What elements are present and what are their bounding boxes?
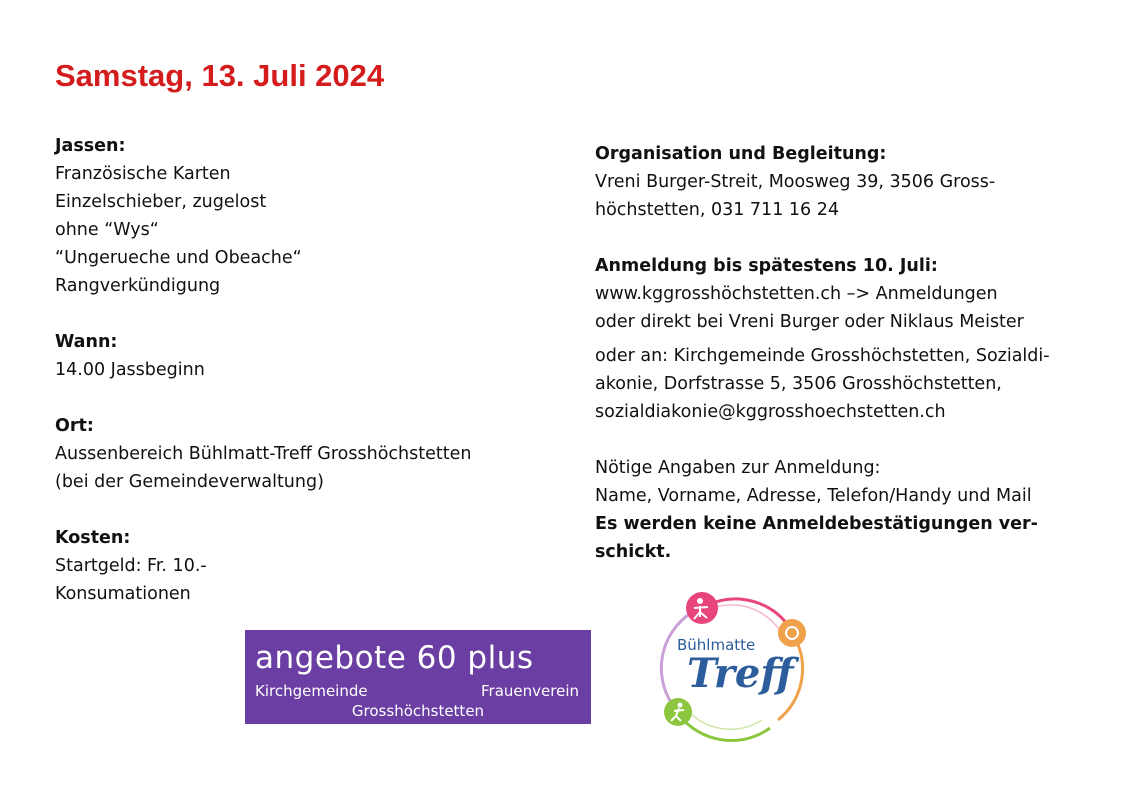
angebote-logo-main: angebote 60 plus xyxy=(255,640,534,676)
jassen-line: Französische Karten xyxy=(55,164,231,184)
anmeldung-address-line: akonie, Dorfstrasse 5, 3506 Grosshöchstetten, xyxy=(595,374,1002,394)
section-wann xyxy=(55,328,535,384)
wann-heading: Wann: xyxy=(55,332,118,352)
jassen-line: Rangverkündigung xyxy=(55,276,221,296)
buehlmatte-treff-logo xyxy=(650,588,815,748)
kosten-line: Startgeld: Fr. 10.- xyxy=(55,556,207,576)
section-jassen xyxy=(55,132,535,300)
jassen-heading: Jassen: xyxy=(55,136,126,156)
ort-line: Aussenbereich Bühlmatt-Treff Grosshöchstetten xyxy=(55,444,472,464)
jassen-line: “Ungerueche und Obeache“ xyxy=(55,248,302,268)
anmeldung-line: oder direkt bei Vreni Burger oder Niklaus Meister xyxy=(595,312,1024,332)
info-column-right xyxy=(595,140,1095,594)
anmeldung-email-line: sozialdiakonie@kggrosshoechstetten.ch xyxy=(595,402,946,422)
section-kosten xyxy=(55,524,535,608)
organisation-line: Vreni Burger-Streit, Moosweg 39, 3506 Gross- xyxy=(595,172,996,192)
anmeldung-heading: Anmeldung bis spätestens 10. Juli: xyxy=(595,256,938,276)
person-icon-orange xyxy=(778,619,806,647)
section-angaben xyxy=(595,454,1095,566)
page-title: Samstag, 13. Juli 2024 xyxy=(55,58,385,93)
anmeldung-link-line: www.kggrosshöchstetten.ch –> Anmeldungen xyxy=(595,284,998,304)
angebote-logo-frauenverein: Frauenverein xyxy=(481,682,579,700)
organisation-heading: Organisation und Begleitung: xyxy=(595,144,887,164)
section-ort xyxy=(55,412,535,496)
jassen-line: Einzelschieber, zugelost xyxy=(55,192,267,212)
ort-heading: Ort: xyxy=(55,416,94,436)
angaben-line: Nötige Angaben zur Anmeldung: xyxy=(595,458,881,478)
section-anmeldung xyxy=(595,252,1095,426)
kosten-line: Konsumationen xyxy=(55,584,191,604)
wann-line: 14.00 Jassbeginn xyxy=(55,360,205,380)
section-organisation xyxy=(595,140,1095,224)
anmeldung-address-line: oder an: Kirchgemeinde Grosshöchstetten, Sozialdi- xyxy=(595,346,1050,366)
angaben-line: Name, Vorname, Adresse, Telefon/Handy und Mail xyxy=(595,486,1032,506)
treff-logo-treff: Treff xyxy=(687,650,794,697)
angebote-logo-kirchgemeinde: Kirchgemeinde xyxy=(255,682,368,700)
info-column-left xyxy=(55,132,535,636)
angaben-notice-line: schickt. xyxy=(595,542,672,562)
angaben-notice-line: Es werden keine Anmeldebestätigungen ver- xyxy=(595,514,1038,534)
ort-line: (bei der Gemeindeverwaltung) xyxy=(55,472,324,492)
organisation-line: höchstetten, 031 711 16 24 xyxy=(595,200,839,220)
angebote-60-plus-logo xyxy=(245,630,591,724)
treff-logo-buehlmatte: Bühlmatte xyxy=(677,636,756,654)
kosten-heading: Kosten: xyxy=(55,528,131,548)
angebote-logo-grosshoechstetten: Grosshöchstetten xyxy=(351,702,485,720)
jassen-line: ohne “Wys“ xyxy=(55,220,159,240)
